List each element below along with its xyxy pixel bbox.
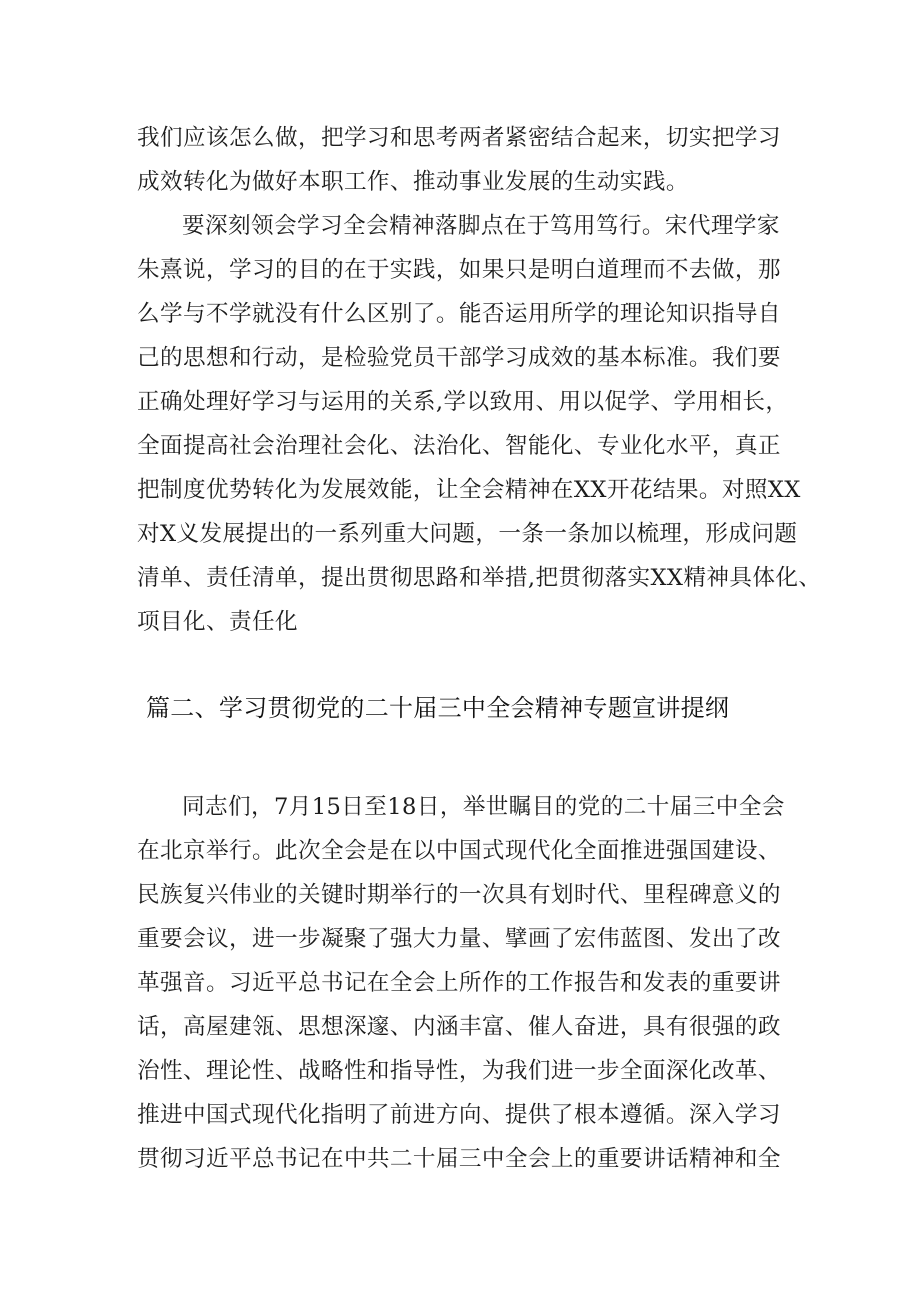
paragraph3-line: 重要会议，进一步凝聚了强大力量、擘画了宏伟蓝图、发出了改 [137,926,781,952]
paragraph3-line: 话，高屋建瓴、思想深邃、内涵丰富、催人奋进，具有很强的政 [137,1014,781,1040]
paragraph2-line: 么学与不学就没有什么区别了。能否运用所学的理论知识指导自 [137,301,781,327]
paragraph3-line: 民族复兴伟业的关键时期举行的一次具有划时代、里程碑意义的 [137,882,781,908]
paragraph3-line: 治性、理论性、战略性和指导性，为我们进一步全面深化改革、 [137,1058,781,1084]
paragraph2-line: 清单、责任清单，提出贯彻思路和举措,把贯彻落实XX精神具体化、 [137,565,822,591]
paragraph3-line: 推进中国式现代化指明了前进方向、提供了根本遵循。深入学习 [137,1102,781,1128]
paragraph2-line: 把制度优势转化为发展效能，让全会精神在XX开花结果。对照XX [137,477,801,503]
paragraph2-line: 要深刻领会学习全会精神落脚点在于笃用笃行。宋代理学家 [182,213,780,239]
paragraph3-line: 革强音。习近平总书记在全会上所作的工作报告和发表的重要讲 [137,970,781,996]
paragraph3-line: 贯彻习近平总书记在中共二十届三中全会上的重要讲话精神和全 [137,1146,781,1172]
paragraph2-line: 正确处理好学习与运用的关系,学以致用、用以促学、学用相长， [137,389,789,415]
paragraph2-line: 己的思想和行动，是检验党员干部学习成效的基本标准。我们要 [137,345,781,371]
section-heading: 篇二、学习贯彻党的二十届三中全会精神专题宣讲提纲 [146,694,730,722]
paragraph2-line: 对X义发展提出的一系列重大问题，一条一条加以梳理，形成问题 [137,521,798,547]
paragraph1-line: 我们应该怎么做，把学习和思考两者紧密结合起来，切实把学习 [137,125,781,151]
paragraph2-line: 朱熹说，学习的目的在于实践，如果只是明白道理而不去做，那 [137,257,781,283]
paragraph2-line: 项目化、责任化 [137,609,298,635]
paragraph2-line: 全面提高社会治理社会化、法治化、智能化、专业化水平，真正 [137,433,781,459]
paragraph3-line: 在北京举行。此次全会是在以中国式现代化全面推进强国建设、 [137,838,781,864]
paragraph1-line: 成效转化为做好本职工作、推动事业发展的生动实践。 [137,169,689,195]
paragraph3-line: 同志们，7月15日至18日，举世瞩目的党的二十届三中全会 [182,794,785,820]
